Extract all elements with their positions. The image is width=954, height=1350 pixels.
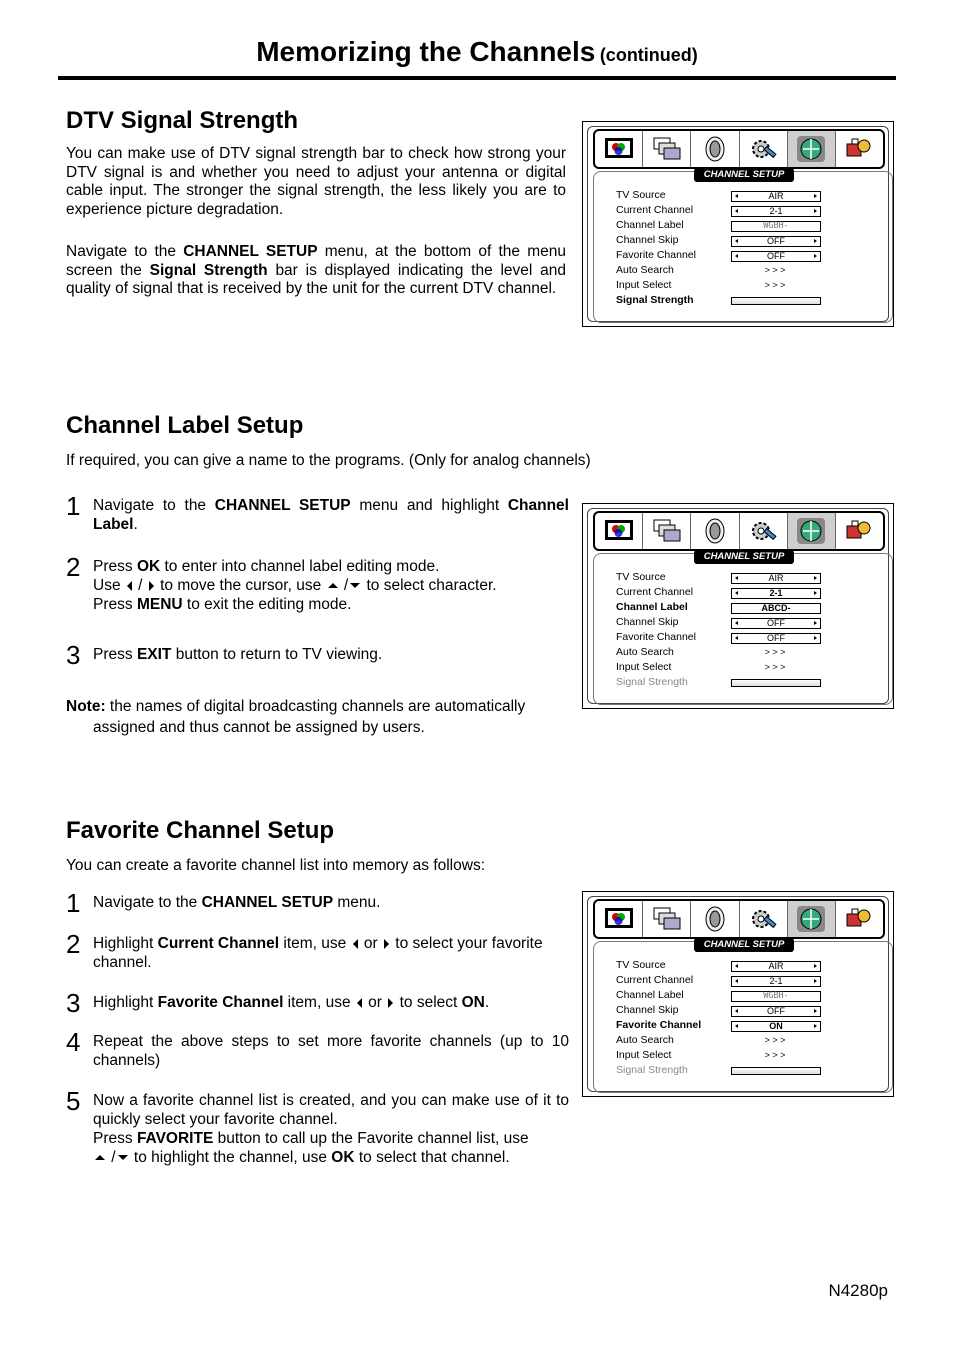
step-text: Now a favorite channel list is created, and you can make use of it to quickly select your favorite channel. Press FAVORITE button to call up the Favorite channel list, use / to highlight the channel, use OK to select that channel. <box>93 1092 569 1166</box>
channel-setup-panel <box>593 171 893 323</box>
right-arrow-icon <box>814 209 817 213</box>
menu-icon-bar <box>593 899 885 939</box>
right-arrow-icon <box>814 194 817 198</box>
right-arrow-icon <box>814 239 817 243</box>
menu-row-value[interactable]: AIR <box>731 573 821 584</box>
menu-row[interactable] <box>616 615 886 630</box>
lock-icon <box>836 901 883 937</box>
menu-row[interactable] <box>616 278 886 293</box>
channel-icon <box>788 513 836 549</box>
menu-row-label: Channel Label <box>616 219 684 231</box>
menu-row-label: Current Channel <box>616 204 694 216</box>
dtv-heading: DTV Signal Strength <box>66 107 299 134</box>
right-arrow-icon <box>814 979 817 983</box>
menu-row-value[interactable]: > > > <box>764 1035 786 1045</box>
menu-row-value[interactable]: OFF <box>731 633 821 644</box>
menu-row[interactable] <box>616 675 886 690</box>
right-arrow-icon <box>814 1009 817 1013</box>
left-arrow-icon <box>735 1009 738 1013</box>
left-arrow-icon <box>735 239 738 243</box>
menu-title: CHANNEL SETUP <box>694 550 794 564</box>
step-text: Press OK to enter into channel label editing mode. Use / to move the cursor, use / to select character. Press MENU to exit the editing mode. <box>93 558 497 613</box>
menu-row-value[interactable]: 2-1 <box>731 588 821 599</box>
menu-row[interactable] <box>616 973 886 988</box>
menu-row[interactable] <box>616 630 886 645</box>
settings-icon <box>740 901 788 937</box>
menu-row[interactable] <box>616 958 886 973</box>
settings-icon <box>740 513 788 549</box>
right-arrow-icon <box>149 581 154 591</box>
page-title-continued: (continued) <box>599 45 698 65</box>
menu-row-label: TV Source <box>616 571 666 583</box>
menu-row-label: Current Channel <box>616 586 694 598</box>
menu-row-label: Channel Skip <box>616 1004 679 1016</box>
menu-row[interactable] <box>616 570 886 585</box>
menu-row-label: Auto Search <box>616 646 674 658</box>
left-arrow-icon <box>357 998 362 1008</box>
right-arrow-icon <box>814 621 817 625</box>
channel-setup-panel <box>593 553 893 705</box>
menu-row[interactable] <box>616 248 886 263</box>
screen-icon <box>643 131 691 167</box>
menu-title: CHANNEL SETUP <box>694 938 794 952</box>
left-arrow-icon <box>735 194 738 198</box>
menu-row-label: TV Source <box>616 189 666 201</box>
left-arrow-icon <box>735 209 738 213</box>
menu-row-value[interactable]: ON <box>731 1021 821 1032</box>
page-header <box>58 36 896 80</box>
menu-icon-bar <box>593 511 885 551</box>
step-number: 2 <box>66 929 81 959</box>
channel-icon <box>788 131 836 167</box>
left-arrow-icon <box>735 964 738 968</box>
menu-row-label: Signal Strength <box>616 1064 688 1076</box>
menu-row[interactable] <box>616 600 886 615</box>
menu-row-value[interactable]: WGBH- <box>731 221 821 232</box>
menu-row-label: TV Source <box>616 959 666 971</box>
menu-row[interactable] <box>616 585 886 600</box>
menu-row-label: Current Channel <box>616 974 694 986</box>
step-text: Highlight Favorite Channel item, use or to select ON. <box>93 994 490 1011</box>
menu-title: CHANNEL SETUP <box>694 168 794 182</box>
menu-row[interactable] <box>616 660 886 675</box>
menu-row-label: Channel Skip <box>616 234 679 246</box>
right-arrow-icon <box>388 998 393 1008</box>
menu-row-label: Channel Skip <box>616 616 679 628</box>
screen-icon <box>643 901 691 937</box>
menu-row-value[interactable]: AIR <box>731 191 821 202</box>
right-arrow-icon <box>814 636 817 640</box>
menu-row-value[interactable]: 2-1 <box>731 206 821 217</box>
picture-icon <box>595 513 643 549</box>
menu-row[interactable] <box>616 645 886 660</box>
sound-icon <box>691 513 739 549</box>
label-setup-heading: Channel Label Setup <box>66 412 304 439</box>
right-arrow-icon <box>814 964 817 968</box>
menu-row[interactable] <box>616 1003 886 1018</box>
step-text: Navigate to the CHANNEL SETUP menu and highlight Channel Label. <box>93 497 569 533</box>
right-arrow-icon <box>814 254 817 258</box>
menu-row-label: Favorite Channel <box>616 631 696 643</box>
picture-icon <box>595 131 643 167</box>
step-number: 3 <box>66 640 81 670</box>
left-arrow-icon <box>735 254 738 258</box>
dtv-paragraph-1: You can make use of DTV signal strength bar to check how strong your DTV signal is and whether you need to adjust your antenna or digital cable input. The stronger the signal strength, the less likely you are to experience picture degradation. <box>66 145 566 218</box>
favorite-setup-heading: Favorite Channel Setup <box>66 817 335 844</box>
menu-row-value[interactable]: > > > <box>764 647 786 657</box>
menu-row[interactable] <box>616 293 886 308</box>
menu-row-value[interactable]: 2-1 <box>731 976 821 987</box>
menu-row[interactable] <box>616 1018 886 1033</box>
menu-row-label: Auto Search <box>616 1034 674 1046</box>
down-arrow-icon <box>118 1155 128 1160</box>
signal-strength-bar <box>731 679 821 687</box>
signal-strength-bar <box>731 297 821 305</box>
sound-icon <box>691 901 739 937</box>
settings-icon <box>740 131 788 167</box>
step-number: 1 <box>66 888 81 918</box>
right-arrow-icon <box>814 591 817 595</box>
step-number: 1 <box>66 491 81 521</box>
right-arrow-icon <box>814 576 817 580</box>
signal-strength-bar <box>731 1067 821 1075</box>
menu-row-label: Signal Strength <box>616 294 694 306</box>
left-arrow-icon <box>735 979 738 983</box>
menu-row-label: Favorite Channel <box>616 249 696 261</box>
menu-row-value[interactable]: OFF <box>731 236 821 247</box>
menu-row[interactable] <box>616 1048 886 1063</box>
down-arrow-icon <box>350 583 360 588</box>
menu-row-label: Auto Search <box>616 264 674 276</box>
menu-row[interactable] <box>616 233 886 248</box>
label-note: Note: the names of digital broadcasting channels are automatically assigned and thus cannot be assigned by users. <box>66 698 526 736</box>
menu-row-value[interactable]: > > > <box>764 280 786 290</box>
channel-setup-screenshot-1 <box>582 121 894 327</box>
menu-row[interactable] <box>616 218 886 233</box>
channel-setup-panel <box>593 941 893 1093</box>
page-title: Memorizing the Channels <box>256 36 596 67</box>
label-setup-intro: If required, you can give a name to the programs. (Only for analog channels) <box>66 452 591 469</box>
dtv-paragraph-2: Navigate to the CHANNEL SETUP menu, at the bottom of the menu screen the Signal Strength bar is displayed indicating the level and quality of signal that is received by the unit for the current DTV channel. <box>66 243 566 297</box>
menu-row-value[interactable]: OFF <box>731 1006 821 1017</box>
step-text: Press EXIT button to return to TV viewing. <box>93 646 383 663</box>
step-text: Navigate to the CHANNEL SETUP menu. <box>93 894 381 911</box>
sound-icon <box>691 131 739 167</box>
favorite-setup-intro: You can create a favorite channel list into memory as follows: <box>66 857 485 874</box>
channel-icon <box>788 901 836 937</box>
left-arrow-icon <box>127 581 132 591</box>
menu-row-value[interactable]: > > > <box>764 265 786 275</box>
menu-icon-bar <box>593 129 885 169</box>
right-arrow-icon <box>814 1024 817 1028</box>
up-arrow-icon <box>328 583 338 588</box>
left-arrow-icon <box>735 576 738 580</box>
menu-row-label: Signal Strength <box>616 676 688 688</box>
lock-icon <box>836 513 883 549</box>
menu-row-value[interactable]: ABCD- <box>731 603 821 614</box>
menu-row[interactable] <box>616 263 886 278</box>
step-text: Repeat the above steps to set more favorite channels (up to 10 channels) <box>93 1033 569 1069</box>
step-number: 4 <box>66 1027 81 1057</box>
menu-row-label: Favorite Channel <box>616 1019 702 1031</box>
left-arrow-icon <box>735 591 738 595</box>
screen-icon <box>643 513 691 549</box>
menu-row-value[interactable]: AIR <box>731 961 821 972</box>
menu-row[interactable] <box>616 988 886 1003</box>
menu-row-label: Input Select <box>616 1049 672 1061</box>
menu-row-label: Channel Label <box>616 601 688 613</box>
menu-row-label: Channel Label <box>616 989 684 1001</box>
left-arrow-icon <box>735 1024 738 1028</box>
menu-row-label: Input Select <box>616 279 672 291</box>
step-number: 2 <box>66 552 81 582</box>
lock-icon <box>836 131 883 167</box>
left-arrow-icon <box>353 939 358 949</box>
channel-setup-screenshot-2 <box>582 503 894 709</box>
menu-row-value[interactable]: OFF <box>731 618 821 629</box>
left-arrow-icon <box>735 621 738 625</box>
menu-row[interactable] <box>616 1063 886 1078</box>
model-number: N4280p <box>828 1281 888 1300</box>
channel-setup-screenshot-3 <box>582 891 894 1097</box>
menu-row[interactable] <box>616 188 886 203</box>
menu-row-label: Input Select <box>616 661 672 673</box>
step-number: 3 <box>66 988 81 1018</box>
menu-row[interactable] <box>616 203 886 218</box>
menu-row-value[interactable]: WGBH- <box>731 991 821 1002</box>
step-number: 5 <box>66 1086 81 1116</box>
right-arrow-icon <box>384 939 389 949</box>
left-arrow-icon <box>735 636 738 640</box>
menu-row-value[interactable]: > > > <box>764 662 786 672</box>
menu-row[interactable] <box>616 1033 886 1048</box>
menu-row-value[interactable]: OFF <box>731 251 821 262</box>
up-arrow-icon <box>95 1155 105 1160</box>
menu-row-value[interactable]: > > > <box>764 1050 786 1060</box>
step-text: Highlight Current Channel item, use or to select your favorite channel. <box>93 935 543 971</box>
picture-icon <box>595 901 643 937</box>
